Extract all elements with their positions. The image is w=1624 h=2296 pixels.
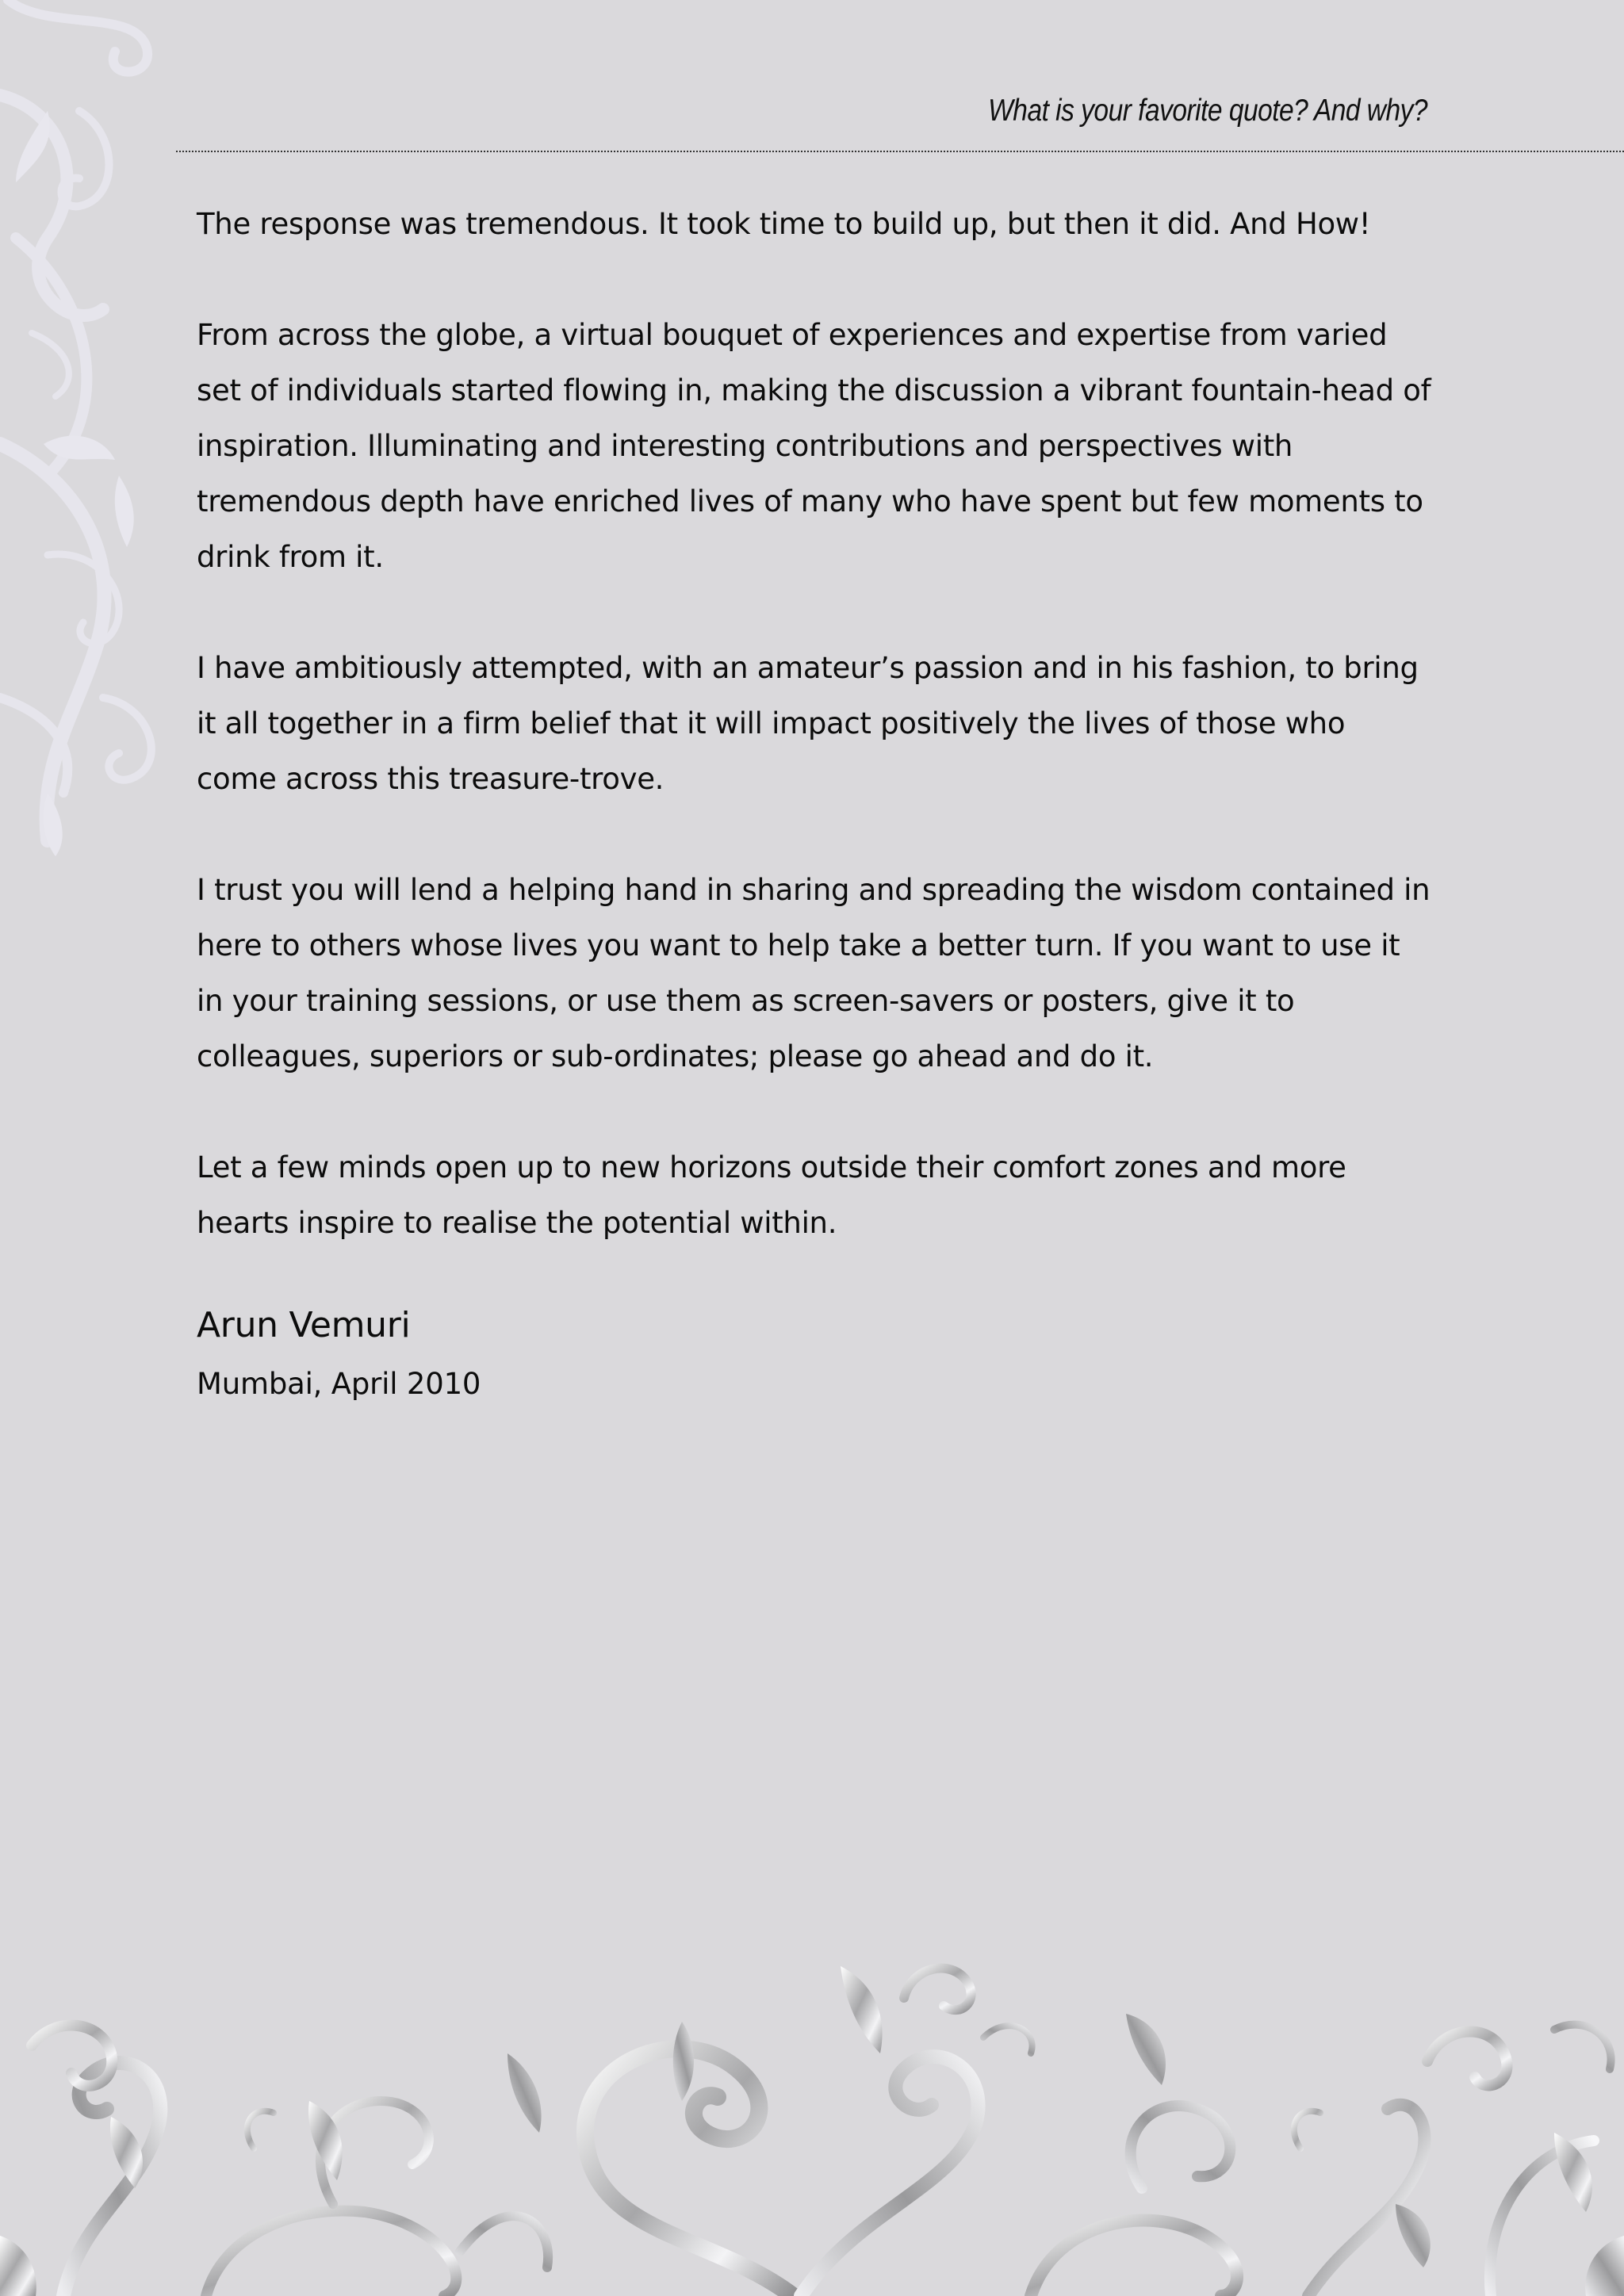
paragraph-1: The response was tremendous. It took time to build up, but then it did. And How! (197, 207, 1371, 241)
left-floral-ornament (0, 0, 206, 872)
paragraph-2: From across the globe, a virtual bouquet of experiences and expertise from varied set of individuals started flowing in, making the discussion a vibrant fountain-head of inspiration. Illuminating and interesting contributions and perspectives with tremendous depth have enriched lives of many who have spent but few moments to drink from it. (197, 318, 1431, 574)
signature-name: Arun Vemuri (197, 1305, 411, 1345)
paragraph-3: I have ambitiously attempted, with an amateur’s passion and in his fashion, to bring it all together in a firm belief that it will impact positively the lives of those who come across this treasure-trove. (197, 651, 1419, 796)
paragraph-5: Let a few minds open up to new horizons outside their comfort zones and more hearts inspire to realise the potential within. (197, 1150, 1346, 1240)
bottom-floral-ornament (0, 1950, 1624, 2296)
header-divider (176, 151, 1624, 152)
header-title: What is your favorite quote? And why? (988, 94, 1427, 128)
signature-place-date: Mumbai, April 2010 (197, 1367, 481, 1401)
letter-body (197, 197, 1434, 1408)
paragraph-4: I trust you will lend a helping hand in sharing and spreading the wisdom contained in here to others whose lives you want to help take a better turn. If you want to use it in your training sessions, or use them as screen-savers or posters, give it to colleagues, superiors or sub-ordinates; please go ahead and do it. (197, 873, 1431, 1073)
